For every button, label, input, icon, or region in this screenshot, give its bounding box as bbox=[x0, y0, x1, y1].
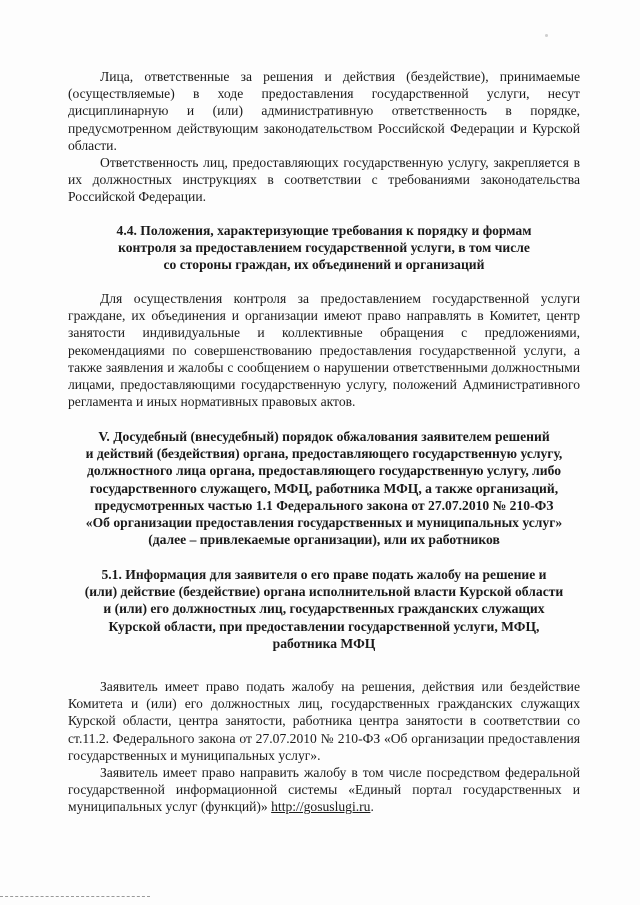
control-paragraph: Для осуществления контроля за предоставлением государственной услуги граждане, их объединения и организации имеют право направлять в Комитет, центр занятости индивидуальные и коллективные обращения с предложениями, рекомендациями по совершенствованию предоставления государственной услуги, а также заявления и жалобы с сообщением о нарушении ответственными должностными лицами, предоставляющими государственную услугу, положений Административного регламента и иных нормативных правовых актов. bbox=[68, 291, 580, 410]
heading-line: контроля за предоставлением государственной услуги, в том числе bbox=[118, 240, 530, 256]
heading-line: предусмотренных частью 1.1 Федерального закона от 27.07.2010 № 210-ФЗ bbox=[94, 497, 554, 513]
section-5-1-body bbox=[68, 678, 580, 816]
section-5-heading bbox=[54, 428, 594, 548]
heading-line: и (или) его должностных лиц, государственных гражданских служащих bbox=[103, 601, 545, 617]
complaint-portal-paragraph bbox=[68, 764, 580, 816]
complaint-right-paragraph: Заявитель имеет право подать жалобу на решения, действия или бездействие Комитета и (или) его должностных лиц, государственных гражданских служащих Курской области, центра занятости, работника центра занятости в соответствии со ст.11.2. Федерального закона от 27.07.2010 № 210-ФЗ «Об организации предоставления государственных и муниципальных услуг». bbox=[68, 679, 580, 763]
scan-speck bbox=[545, 34, 548, 37]
heading-line: «Об организации предоставления государственных и муниципальных услуг» bbox=[85, 515, 563, 531]
heading-line: V. Досудебный (внесудебный) порядок обжалования заявителем решений bbox=[98, 429, 550, 444]
responsibility-paragraph: Лица, ответственные за решения и действия (бездействие), принимаемые (осуществляемые) в ходе предоставления государственной услуги, несут дисциплинарную и (или) административную ответственность в порядке, предусмотренном действующим законодательством Российской Федерации и Курской области. bbox=[68, 69, 580, 153]
heading-line: (далее – привлекаемые организации), или их работников bbox=[148, 532, 500, 548]
heading-line: должностного лица органа, предоставляющего государственную услугу, либо bbox=[87, 463, 561, 479]
heading-line: (или) действие (бездействие) органа исполнительной власти Курской области bbox=[84, 584, 564, 600]
section-4-4-body bbox=[68, 290, 580, 410]
section-4-4-heading bbox=[60, 222, 588, 274]
gosuslugi-link[interactable]: http://gosuslugi.ru bbox=[271, 799, 371, 815]
heading-line: работника МФЦ bbox=[272, 635, 376, 651]
responsibility-block bbox=[68, 68, 580, 206]
sentence-end: . bbox=[370, 799, 374, 815]
section-5-1-heading bbox=[54, 566, 594, 652]
complaint-portal-text: Заявитель имеет право направить жалобу в том числе посредством федеральной государственной информационной системы «Единый портал государственных и муниципальных услуг (функций)» bbox=[68, 765, 580, 815]
heading-line: и действий (бездействия) органа, предоставляющего государственную услугу, bbox=[85, 446, 563, 462]
heading-line: государственного служащего, МФЦ, работника МФЦ, а также организаций, bbox=[89, 480, 559, 496]
heading-line: со стороны граждан, их объединений и организаций bbox=[163, 257, 485, 273]
heading-line: 4.4. Положения, характеризующие требования к порядку и формам bbox=[116, 223, 532, 238]
responsibility-duties-paragraph: Ответственность лиц, предоставляющих государственную услугу, закрепляется в их должностных инструкциях в соответствии с требованиями законодательства Российской Федерации. bbox=[68, 155, 580, 205]
heading-line: 5.1. Информация для заявителя о его праве подать жалобу на решение и bbox=[101, 567, 547, 582]
scan-edge-mark bbox=[0, 896, 150, 901]
heading-line: Курской области, при предоставлении государственной услуги, МФЦ, bbox=[108, 618, 540, 634]
